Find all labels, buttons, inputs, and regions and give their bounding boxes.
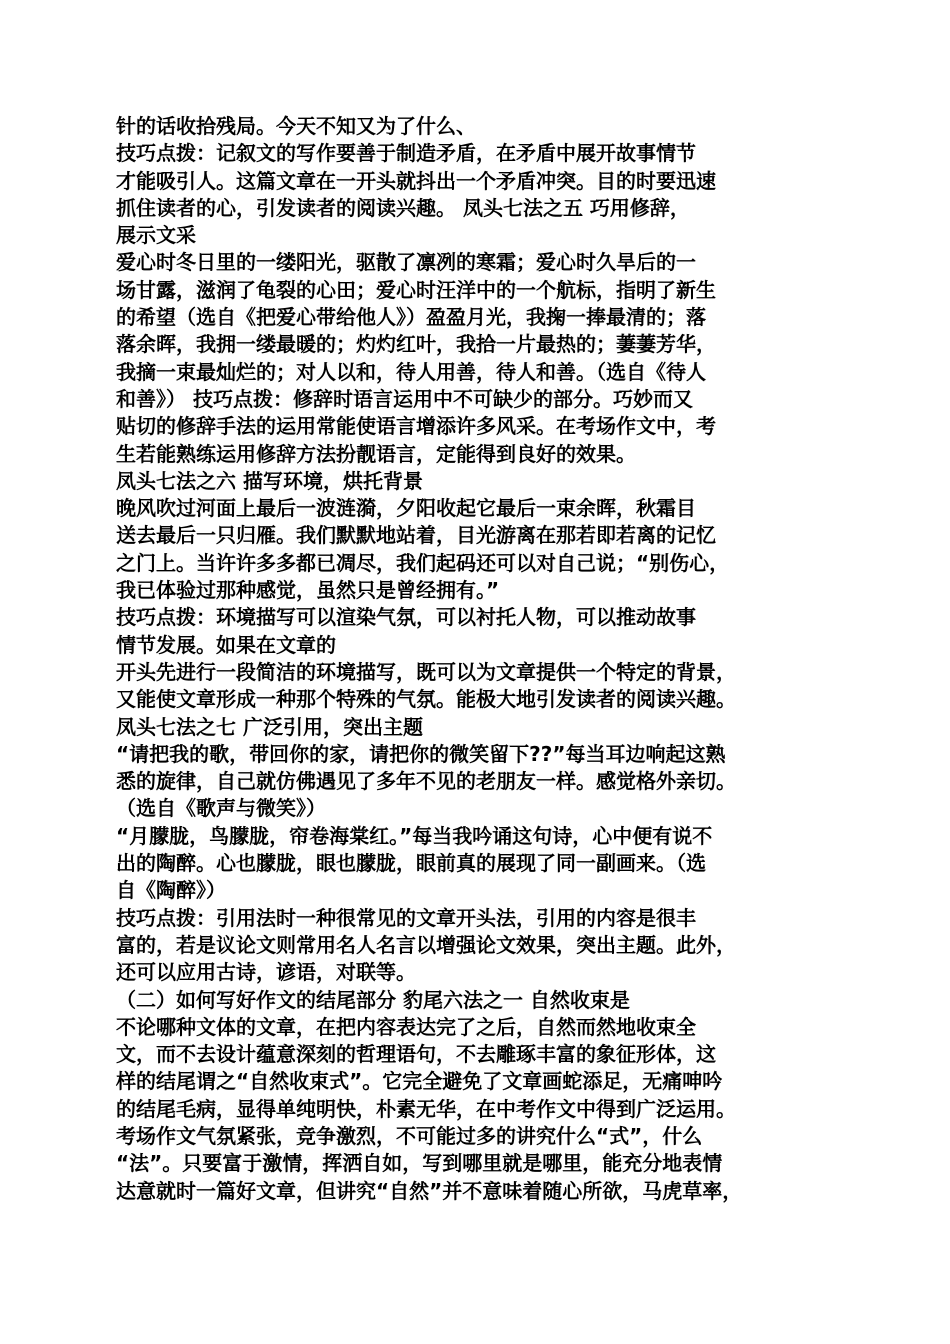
text-line: 悉的旋律，自己就仿佛遇见了多年不见的老朋友一样。感觉格外亲切。 (116, 769, 736, 794)
text-line: 自《陶醉》） (116, 878, 226, 903)
text-line: 送去最后一只归雁。我们默默地站着，目光游离在那若即若离的记忆 (116, 523, 716, 548)
text-line: 文，而不去设计蕴意深刻的哲理语句，不去雕琢丰富的象征形体，这 (116, 1042, 716, 1067)
text-line: 贴切的修辞手法的运用常能使语言增添许多风采。在考场作文中，考 (116, 414, 716, 439)
text-line: 才能吸引人。这篇文章在一开头就抖出一个矛盾冲突。目的时要迅速 (116, 168, 716, 193)
text-line: 我已体验过那种感觉，虽然只是曾经拥有。” (116, 578, 500, 603)
text-line: 情节发展。如果在文章的 (116, 632, 336, 657)
text-line: 还可以应用古诗，谚语，对联等。 (116, 960, 416, 985)
text-line: “法”。只要富于激情，挥洒自如，写到哪里就是哪里，能充分地表情 (116, 1151, 723, 1176)
text-line: （二）如何写好作文的结尾部分 豹尾六法之一 自然收束是 (116, 987, 630, 1012)
text-line: 和善》） 技巧点拨：修辞时语言运用中不可缺少的部分。巧妙而又 (116, 386, 693, 411)
text-line: 达意就时一篇好文章，但讲究“自然”并不意味着随心所欲，马虎草率， (116, 1178, 743, 1203)
text-line: 爱心时冬日里的一缕阳光，驱散了凛冽的寒霜；爱心时久旱后的一 (116, 250, 696, 275)
text-line: 的希望（选自《把爱心带给他人》）盈盈月光，我掬一捧最清的；落 (116, 305, 706, 330)
text-line: 开头先进行一段简洁的环境描写，既可以为文章提供一个特定的背景， (116, 659, 736, 684)
text-line: 技巧点拨：引用法时一种很常见的文章开头法，引用的内容是很丰 (116, 905, 696, 930)
text-line: 抓住读者的心，引发读者的阅读兴趣。 凤头七法之五 巧用修辞， (116, 195, 690, 220)
text-line: 技巧点拨：环境描写可以渲染气氛，可以衬托人物，可以推动故事 (116, 605, 696, 630)
text-line: 凤头七法之六 描写环境，烘托背景 (116, 468, 423, 493)
text-line: 凤头七法之七 广泛引用，突出主题 (116, 714, 423, 739)
text-line: 落余晖，我拥一缕最暖的；灼灼红叶，我拾一片最热的；萋萋芳华， (116, 332, 716, 357)
text-line: 我摘一束最灿烂的；对人以和，待人用善，待人和善。（选自《待人 (116, 359, 706, 384)
text-line: 生若能熟练运用修辞方法扮靓语言，定能得到良好的效果。 (116, 441, 636, 466)
text-line: “请把我的歌，带回你的家，请把你的微笑留下??”每当耳边响起这熟 (116, 741, 726, 766)
text-line: 出的陶醉。心也朦胧，眼也朦胧，眼前真的展现了同一副画来。（选 (116, 851, 706, 876)
text-line: 晚风吹过河面上最后一波涟漪，夕阳收起它最后一束余晖，秋霜目 (116, 496, 696, 521)
text-line: 技巧点拨：记叙文的写作要善于制造矛盾，在矛盾中展开故事情节 (116, 141, 696, 166)
text-line: 之门上。当许许多多都已凋尽，我们起码还可以对自己说；“别伤心， (116, 550, 730, 575)
text-line: 展示文采 (116, 223, 196, 248)
text-line: “月朦胧，鸟朦胧，帘卷海棠红。”每当我吟诵这句诗，心中便有说不 (116, 823, 713, 848)
text-line: 场甘露，滋润了龟裂的心田；爱心时汪洋中的一个航标，指明了新生 (116, 277, 716, 302)
text-line: 又能使文章形成一种那个特殊的气氛。能极大地引发读者的阅读兴趣。 (116, 687, 736, 712)
text-line: 富的，若是议论文则常用名人名言以增强论文效果，突出主题。此外， (116, 932, 736, 957)
text-line: 考场作文气氛紧张，竞争激烈，不可能过多的讲究什么“式”，什么 (116, 1123, 703, 1148)
text-line: 的结尾毛病，显得单纯明快，朴素无华，在中考作文中得到广泛运用。 (116, 1096, 736, 1121)
document-body (116, 113, 856, 1205)
text-line: 不论哪种文体的文章，在把内容表达完了之后，自然而然地收束全 (116, 1014, 696, 1039)
text-line: 样的结尾谓之“自然收束式”。它完全避免了文章画蛇添足，无痛呻吟 (116, 1069, 723, 1094)
text-line: （选自《歌声与微笑》） (116, 796, 326, 821)
text-line: 针的话收拾残局。今天不知又为了什么、 (116, 114, 476, 138)
